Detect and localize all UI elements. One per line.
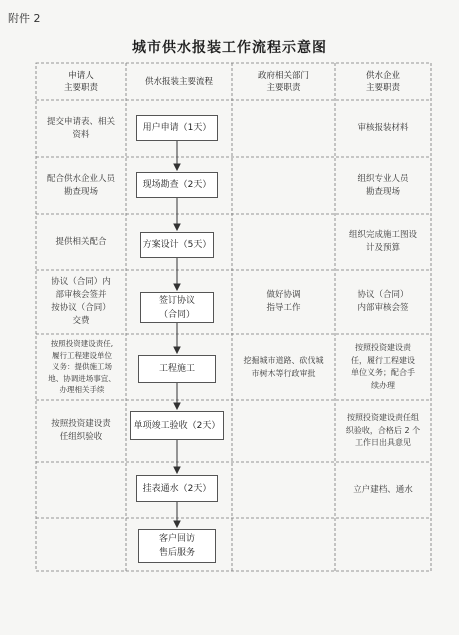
applicant-duty-2: 配合供水企业人员 勘查现场 [46,173,115,197]
process-step-design: 方案设计（5天） [140,232,214,258]
header-applicant: 申请人 主要职责 [63,70,98,93]
header-government: 政府相关部门 主要职责 [257,70,309,93]
process-step-acceptance: 单项竣工验收（2天） [130,411,224,440]
process-step-user-application: 用户申请（1天） [136,115,218,141]
enterprise-duty-1: 审核报装材料 [357,123,409,133]
applicant-duty-3: 提供相关配合 [55,236,107,247]
header-process: 供水报装主要流程 [144,76,213,87]
government-duty-4: 做好协调 指导工作 [266,290,301,313]
process-step-sign-agreement: 签订协议 （合同） [140,292,214,323]
process-step-construction: 工程施工 [138,355,216,383]
enterprise-duty-3: 组织完成施工图设 计及预算 [348,230,417,253]
page-title: 城市供水报装工作流程示意图 [132,40,327,56]
enterprise-duty-4: 协议（合同） 内部审核会签 [357,290,409,313]
enterprise-duty-6: 按照投资建设责任组 织验收，合格后 2 个 工作日出具意见 [345,413,421,448]
flow-arrows [174,141,180,527]
applicant-duty-1: 提交申请表、相关 资料 [46,116,115,140]
process-step-customer-followup: 客户回访 售后服务 [138,529,216,563]
government-duty-5: 挖掘城市道路、砍伐城 市树木等行政审批 [243,356,324,378]
enterprise-duty-5: 按照投资建设责 任，履行工程建设 单位义务；配合手 续办理 [351,343,415,390]
applicant-duty-5: 按照投资建设责任, 履行工程建设单位 义务：提供施工场 地、协调进场事宜、 办理相关手续 [48,339,116,395]
attachment-label: 附件 2 [8,12,41,25]
process-step-meter-water: 挂表通水（2天） [136,475,218,502]
header-enterprise: 供水企业 主要职责 [365,70,400,93]
applicant-duty-6: 按照投资建设责 任组织验收 [51,419,111,442]
enterprise-duty-7: 立户建档、通水 [353,484,413,495]
enterprise-duty-2: 组织专业人员 勘查现场 [357,173,409,197]
process-step-site-survey: 现场勘查（2天） [136,172,218,198]
applicant-duty-4: 协议（合同）内 部审核会签并 按协议（合同） 交费 [51,277,111,326]
